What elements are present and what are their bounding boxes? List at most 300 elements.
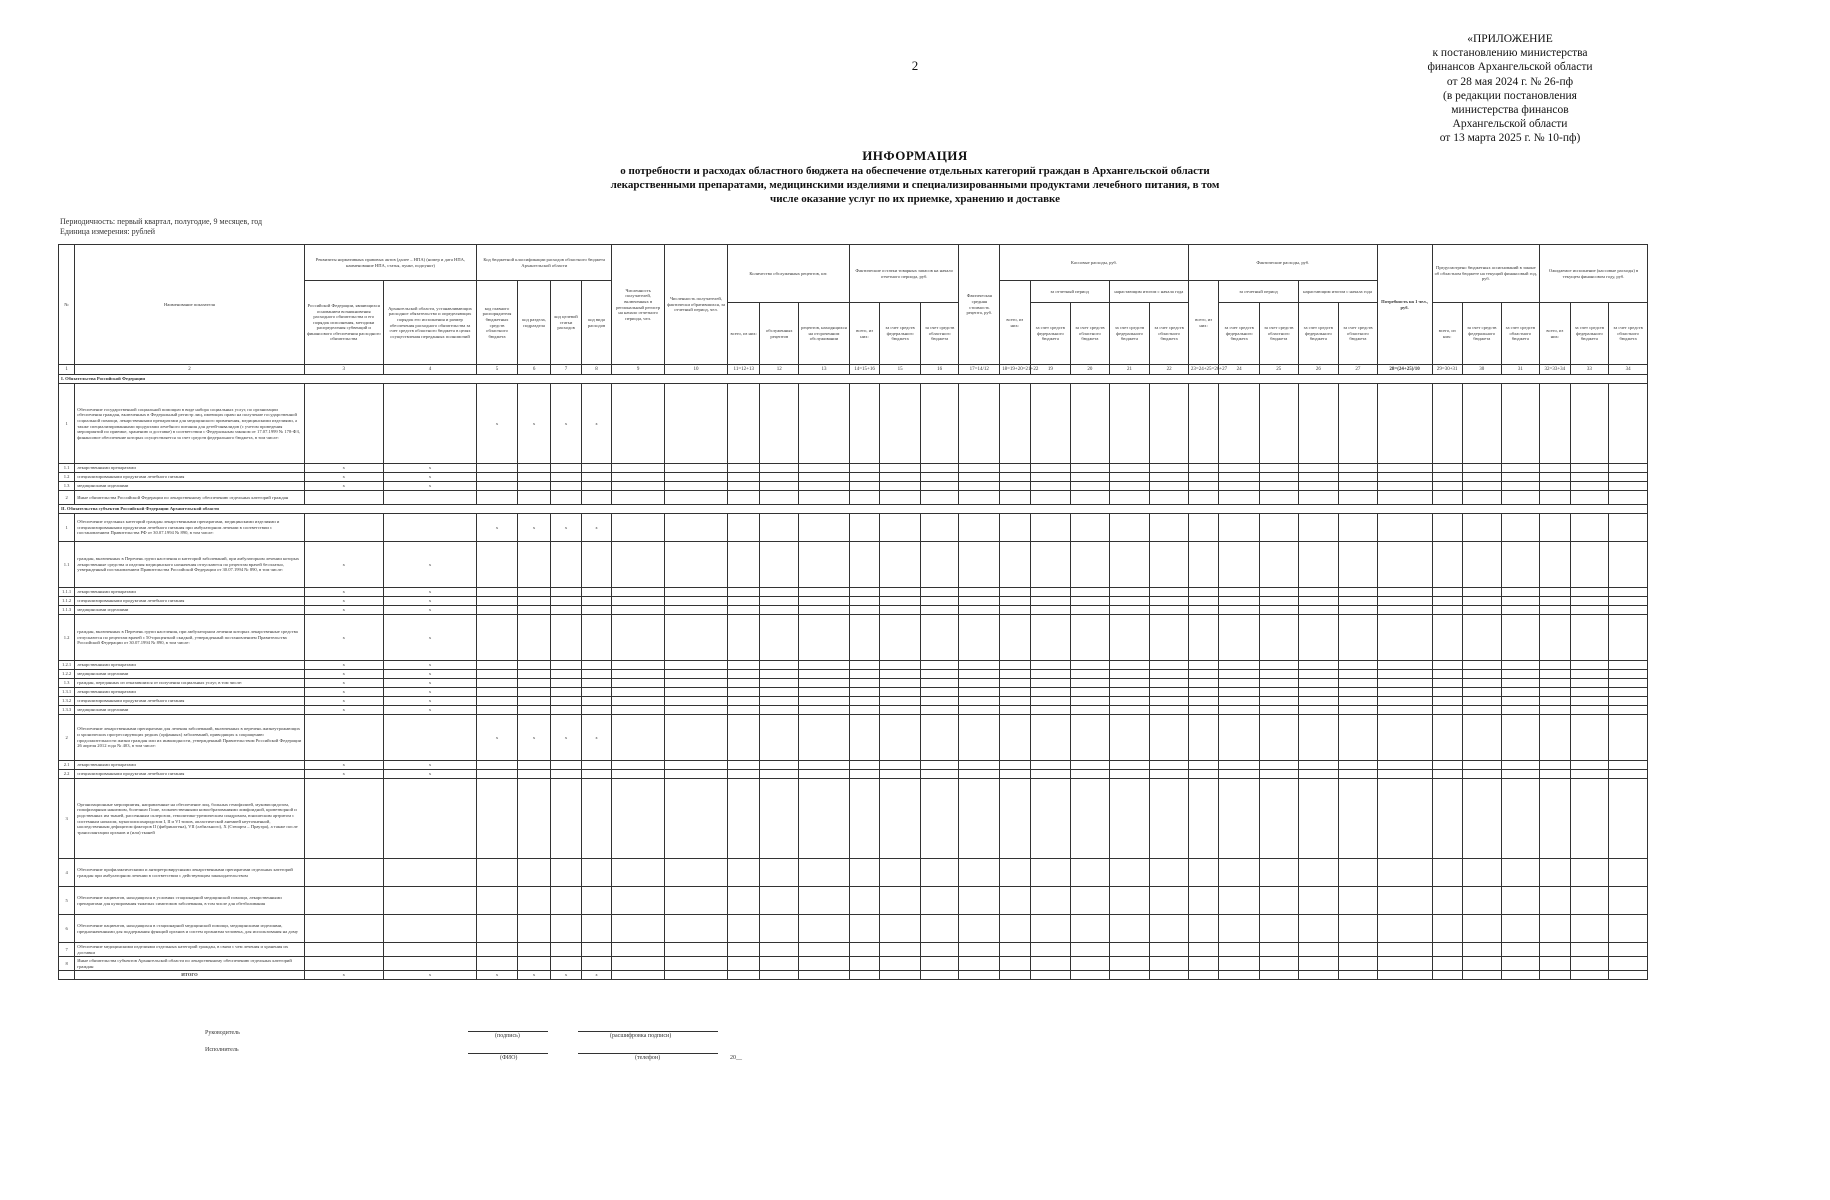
section-title: I. Обязательства Российской Федерации — [59, 375, 1648, 384]
data-cell — [1339, 670, 1378, 679]
data-cell — [1432, 761, 1462, 770]
legal-ao-cell — [383, 915, 476, 943]
legal-ao-cell: x — [383, 615, 476, 661]
data-cell — [1109, 542, 1150, 588]
data-cell — [551, 943, 581, 957]
data-cell — [1609, 491, 1648, 505]
col-header-need-per: Потребность на 1 чел., руб. — [1377, 245, 1432, 365]
legal-rf-cell — [304, 491, 383, 505]
decode-caption: (расшифровка подписи) — [610, 1033, 672, 1039]
row-name: Иные обязательства субъектов Архангельской области по лекарственному обеспечению отдельных категорий граждан — [75, 957, 304, 971]
table-row — [59, 770, 1648, 779]
data-cell — [1000, 706, 1030, 715]
data-cell — [1570, 679, 1609, 688]
data-cell — [1259, 971, 1298, 980]
data-cell — [1188, 661, 1218, 670]
data-cell — [1219, 688, 1260, 697]
data-cell — [581, 670, 612, 679]
data-cell — [1109, 473, 1150, 482]
data-cell — [1432, 514, 1462, 542]
data-cell — [728, 697, 760, 706]
data-cell — [1188, 915, 1218, 943]
executor-label: Исполнитель — [205, 1047, 239, 1053]
head-label: Руководитель — [205, 1030, 240, 1036]
data-cell — [1570, 661, 1609, 670]
data-cell — [1150, 971, 1189, 980]
legal-rf-cell — [304, 779, 383, 859]
row-name: специализированными продуктами лечебного питания — [75, 770, 304, 779]
data-cell — [1501, 779, 1540, 859]
data-cell — [1570, 971, 1609, 980]
data-cell — [1298, 761, 1339, 770]
section-row — [59, 375, 1648, 384]
data-cell — [551, 615, 581, 661]
data-cell — [1259, 761, 1298, 770]
row-number: 1.1.1 — [59, 588, 75, 597]
data-cell — [665, 770, 728, 779]
data-cell — [880, 482, 921, 491]
row-name: медицинскими изделиями — [75, 670, 304, 679]
data-cell — [1298, 606, 1339, 615]
data-cell — [1150, 606, 1189, 615]
data-cell — [1188, 706, 1218, 715]
data-cell — [517, 761, 551, 770]
data-cell — [551, 473, 581, 482]
data-cell — [849, 971, 879, 980]
data-cell — [1432, 679, 1462, 688]
data-cell — [1150, 887, 1189, 915]
col-header-plan-fed: за счет средств федерального бюджета — [1462, 303, 1501, 365]
data-cell — [1219, 588, 1260, 597]
data-cell — [1609, 679, 1648, 688]
row-name: лекарственными препаратами — [75, 761, 304, 770]
data-cell — [1462, 688, 1501, 697]
data-cell — [1339, 542, 1378, 588]
data-cell — [1030, 482, 1071, 491]
data-cell — [920, 697, 959, 706]
data-cell — [959, 597, 1000, 606]
data-cell — [1377, 491, 1432, 505]
data-cell — [1219, 597, 1260, 606]
data-cell — [1030, 697, 1071, 706]
data-cell — [1030, 514, 1071, 542]
data-cell — [1501, 588, 1540, 597]
data-cell — [1609, 706, 1648, 715]
data-cell — [1071, 542, 1110, 588]
data-cell — [1259, 542, 1298, 588]
fio-caption: (ФИО) — [500, 1055, 518, 1061]
data-cell — [1540, 482, 1570, 491]
data-cell — [1030, 661, 1071, 670]
data-cell — [1219, 679, 1260, 688]
data-cell — [799, 473, 850, 482]
data-cell — [920, 514, 959, 542]
data-cell — [1609, 514, 1648, 542]
data-cell — [920, 688, 959, 697]
data-cell — [849, 606, 879, 615]
data-cell — [959, 688, 1000, 697]
data-cell — [959, 482, 1000, 491]
data-cell — [920, 491, 959, 505]
data-cell — [1462, 615, 1501, 661]
data-cell — [959, 697, 1000, 706]
data-cell — [1000, 384, 1030, 464]
document-title — [560, 148, 1270, 206]
data-cell — [1501, 606, 1540, 615]
data-cell — [1298, 464, 1339, 473]
col-header-cash: Кассовые расходы, руб. — [1000, 245, 1189, 281]
data-cell — [1030, 770, 1071, 779]
data-cell — [477, 770, 518, 779]
data-cell — [1150, 943, 1189, 957]
data-cell — [1030, 957, 1071, 971]
data-cell — [1462, 779, 1501, 859]
data-cell — [920, 779, 959, 859]
data-cell — [1188, 384, 1218, 464]
data-cell — [1109, 670, 1150, 679]
col-header-cost-per: Фактическая средняя стоимость рецепта, руб. — [959, 245, 1000, 365]
data-cell — [1298, 615, 1339, 661]
data-cell — [1030, 473, 1071, 482]
data-cell — [1570, 957, 1609, 971]
data-cell — [1259, 688, 1298, 697]
data-cell — [1030, 597, 1071, 606]
data-cell — [799, 661, 850, 670]
col-header-reg: за счет средств областного бюджета — [1339, 303, 1378, 365]
data-cell — [1298, 482, 1339, 491]
data-cell — [1109, 606, 1150, 615]
data-cell — [799, 679, 850, 688]
col-header-kbk-type: код вида расходов — [581, 281, 612, 365]
data-cell — [760, 887, 799, 915]
data-cell — [477, 661, 518, 670]
data-cell — [1188, 670, 1218, 679]
data-cell — [1570, 464, 1609, 473]
col-header-actual-total: всего, из них: — [1188, 281, 1218, 365]
data-cell — [849, 597, 879, 606]
data-cell — [1462, 491, 1501, 505]
kbk-cell: x — [581, 514, 612, 542]
annex-line: от 28 мая 2024 г. № 26-пф — [1446, 75, 1574, 88]
total-label: ИТОГО — [75, 971, 304, 980]
data-cell — [1071, 688, 1110, 697]
data-cell — [1377, 971, 1432, 980]
data-cell — [849, 542, 879, 588]
data-cell — [1219, 615, 1260, 661]
data-cell — [1540, 761, 1570, 770]
data-cell — [665, 859, 728, 887]
kbk-cell: x — [551, 715, 581, 761]
data-cell — [1462, 971, 1501, 980]
data-cell — [581, 770, 612, 779]
data-cell — [1150, 542, 1189, 588]
data-cell — [849, 715, 879, 761]
data-cell — [1432, 887, 1462, 915]
column-number: 27 — [1339, 365, 1378, 375]
data-cell — [760, 384, 799, 464]
data-cell — [959, 679, 1000, 688]
data-cell — [1462, 597, 1501, 606]
data-cell — [1000, 679, 1030, 688]
data-cell — [1071, 715, 1110, 761]
row-number: 6 — [59, 915, 75, 943]
data-cell — [880, 514, 921, 542]
data-cell — [665, 697, 728, 706]
data-cell — [1188, 770, 1218, 779]
data-cell — [1377, 761, 1432, 770]
data-cell — [1339, 943, 1378, 957]
data-cell — [612, 491, 665, 505]
data-cell — [1071, 859, 1110, 887]
data-cell — [477, 482, 518, 491]
data-cell — [760, 761, 799, 770]
kbk-cell: x — [477, 514, 518, 542]
data-cell — [1259, 615, 1298, 661]
data-cell — [760, 514, 799, 542]
row-number: 1.2 — [59, 473, 75, 482]
data-cell — [581, 706, 612, 715]
annex-line: министерства финансов — [1451, 104, 1569, 117]
legal-ao-cell: x — [383, 473, 476, 482]
data-cell — [1071, 615, 1110, 661]
data-cell — [920, 971, 959, 980]
data-cell — [849, 588, 879, 597]
report-table — [58, 244, 1648, 980]
data-cell — [1298, 943, 1339, 957]
row-number: 2 — [59, 491, 75, 505]
data-cell — [880, 915, 921, 943]
data-cell — [1609, 697, 1648, 706]
annex-block — [1395, 32, 1625, 146]
data-cell — [1609, 384, 1648, 464]
data-cell — [849, 661, 879, 670]
table-row — [59, 715, 1648, 761]
data-cell — [1462, 464, 1501, 473]
data-cell — [728, 542, 760, 588]
data-cell — [1540, 588, 1570, 597]
data-cell — [1339, 761, 1378, 770]
data-cell — [1219, 482, 1260, 491]
data-cell — [1540, 971, 1570, 980]
data-cell — [1219, 606, 1260, 615]
title-line: числе оказание услуг по их приемке, хранению и доставке — [769, 193, 1060, 205]
data-cell — [1377, 606, 1432, 615]
data-cell — [665, 706, 728, 715]
legal-rf-cell: x — [304, 464, 383, 473]
data-cell — [665, 615, 728, 661]
data-cell — [477, 943, 518, 957]
data-cell — [1298, 715, 1339, 761]
data-cell — [959, 588, 1000, 597]
data-cell — [959, 706, 1000, 715]
row-number: 1.1.3 — [59, 606, 75, 615]
data-cell — [1339, 514, 1378, 542]
data-cell — [728, 588, 760, 597]
col-header-recipients: Численность получателей, включенных в региональный регистр на начало отчетного периода, чел. — [612, 245, 665, 365]
data-cell — [959, 670, 1000, 679]
row-name: специализированными продуктами лечебного питания — [75, 697, 304, 706]
data-cell — [849, 706, 879, 715]
row-name: медицинскими изделиями — [75, 606, 304, 615]
legal-rf-cell: x — [304, 761, 383, 770]
data-cell — [1298, 706, 1339, 715]
data-cell — [1298, 770, 1339, 779]
data-cell — [1259, 661, 1298, 670]
data-cell — [517, 943, 551, 957]
data-cell — [1377, 887, 1432, 915]
data-cell — [959, 770, 1000, 779]
data-cell — [880, 615, 921, 661]
table-row — [59, 615, 1648, 661]
data-cell — [1501, 661, 1540, 670]
data-cell — [1109, 679, 1150, 688]
data-cell — [959, 943, 1000, 957]
title-line: лекарственными препаратами, медицинскими изделиями и специализированными продуктами лечебного питания, в том — [610, 179, 1220, 191]
data-cell — [1570, 473, 1609, 482]
data-cell — [880, 770, 921, 779]
data-cell — [612, 597, 665, 606]
data-cell — [1339, 679, 1378, 688]
data-cell — [880, 859, 921, 887]
row-number: 1.1 — [59, 464, 75, 473]
data-cell — [1030, 384, 1071, 464]
sign-line — [578, 1031, 718, 1032]
data-cell — [581, 915, 612, 943]
data-cell — [1030, 761, 1071, 770]
data-cell — [1000, 482, 1030, 491]
data-cell — [551, 957, 581, 971]
table-row — [59, 473, 1648, 482]
data-cell — [799, 957, 850, 971]
data-cell — [799, 482, 850, 491]
column-number: 4 — [383, 365, 476, 375]
data-cell — [1462, 588, 1501, 597]
legal-ao-cell: x — [383, 588, 476, 597]
col-header-fed: за счет средств федерального бюджета — [1109, 303, 1150, 365]
data-cell — [760, 588, 799, 597]
legal-rf-cell — [304, 384, 383, 464]
data-cell — [551, 661, 581, 670]
column-number: 34 — [1609, 365, 1648, 375]
data-cell — [1000, 688, 1030, 697]
data-cell — [728, 482, 760, 491]
page-number: 2 — [911, 58, 919, 73]
data-cell — [728, 779, 760, 859]
data-cell — [612, 615, 665, 661]
data-cell — [1540, 679, 1570, 688]
data-cell — [1219, 915, 1260, 943]
data-cell — [517, 679, 551, 688]
data-cell — [1000, 915, 1030, 943]
data-cell — [959, 661, 1000, 670]
data-cell — [880, 661, 921, 670]
data-cell — [581, 482, 612, 491]
data-cell — [612, 779, 665, 859]
data-cell — [1030, 887, 1071, 915]
data-cell — [1259, 915, 1298, 943]
data-cell — [665, 473, 728, 482]
data-cell — [1462, 606, 1501, 615]
row-number: 1.3.2 — [59, 697, 75, 706]
data-cell — [799, 615, 850, 661]
data-cell — [551, 887, 581, 915]
data-cell — [477, 542, 518, 588]
table-row — [59, 957, 1648, 971]
data-cell — [1109, 971, 1150, 980]
data-cell — [1000, 761, 1030, 770]
data-cell — [665, 688, 728, 697]
data-cell — [1109, 915, 1150, 943]
legal-rf-cell: x — [304, 588, 383, 597]
data-cell — [1150, 491, 1189, 505]
data-cell — [477, 491, 518, 505]
data-cell — [581, 887, 612, 915]
data-cell — [1609, 761, 1648, 770]
data-cell — [760, 715, 799, 761]
data-cell — [1298, 491, 1339, 505]
data-cell — [959, 915, 1000, 943]
row-name: Обеспечение отдельных категорий граждан лекарственными препаратами, медицинскими изделиями и специализированными продуктами лечебного питания при амбулаторном лечении в соответствии с постановлением Правительства РФ от 30.07.1994 № 890, в том числе: — [75, 514, 304, 542]
data-cell — [1501, 384, 1540, 464]
data-cell — [728, 514, 760, 542]
data-cell — [1030, 464, 1071, 473]
data-cell — [1298, 679, 1339, 688]
col-header-actual-period: за отчетный период — [1219, 281, 1298, 303]
data-cell — [1609, 915, 1648, 943]
row-number: 2.2 — [59, 770, 75, 779]
data-cell — [1462, 887, 1501, 915]
data-cell — [1570, 943, 1609, 957]
data-cell — [1109, 859, 1150, 887]
data-cell — [1259, 887, 1298, 915]
col-header-kbk-target: код целевой статьи расходов — [551, 281, 581, 365]
column-number: 16 — [920, 365, 959, 375]
data-cell — [517, 606, 551, 615]
data-cell — [959, 957, 1000, 971]
data-cell — [1150, 464, 1189, 473]
data-cell — [760, 670, 799, 679]
data-cell — [1071, 971, 1110, 980]
column-number: 28=(24+25)/10 — [1377, 365, 1432, 375]
data-cell — [1432, 770, 1462, 779]
row-name: медицинскими изделиями — [75, 706, 304, 715]
row-number: 3 — [59, 779, 75, 859]
legal-rf-cell — [304, 915, 383, 943]
data-cell — [1540, 670, 1570, 679]
data-cell — [920, 464, 959, 473]
row-number: 7 — [59, 943, 75, 957]
data-cell — [581, 588, 612, 597]
col-header-plan-reg: за счет средств областного бюджета — [1501, 303, 1540, 365]
data-cell — [959, 606, 1000, 615]
data-cell — [1570, 706, 1609, 715]
data-cell — [920, 706, 959, 715]
data-cell — [1339, 482, 1378, 491]
data-cell — [728, 679, 760, 688]
data-cell — [1432, 606, 1462, 615]
kbk-cell: x — [517, 384, 551, 464]
data-cell — [1462, 697, 1501, 706]
data-cell — [880, 464, 921, 473]
column-number: 7 — [551, 365, 581, 375]
data-cell — [612, 542, 665, 588]
data-cell — [665, 482, 728, 491]
col-header-kbk: Код бюджетной классификации расходов областного бюджета Архангельской области — [477, 245, 612, 281]
data-cell — [1219, 491, 1260, 505]
data-cell — [1030, 915, 1071, 943]
data-cell — [1540, 464, 1570, 473]
data-cell — [1071, 915, 1110, 943]
